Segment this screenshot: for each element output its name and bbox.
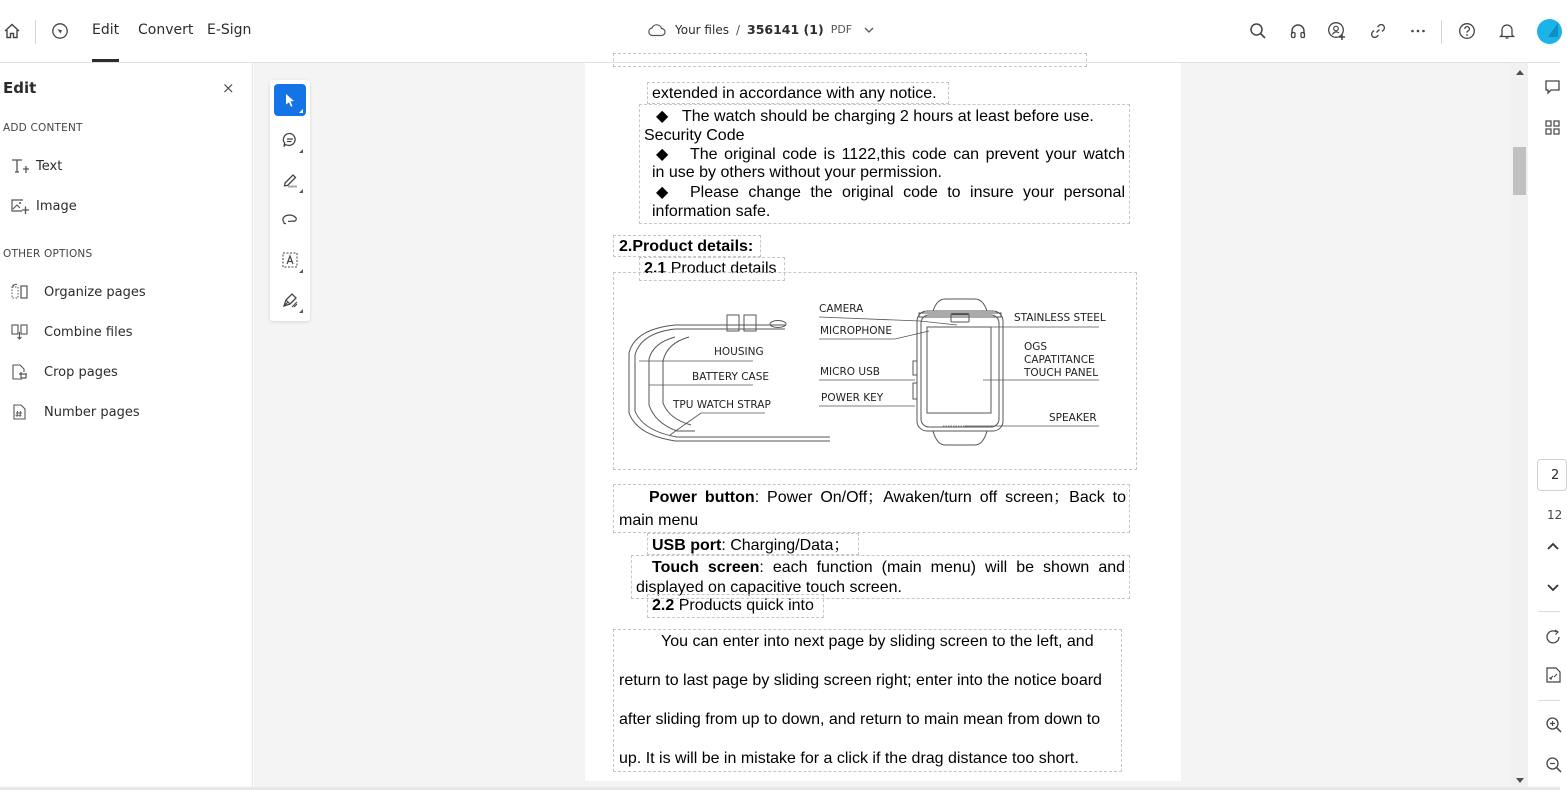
- breadcrumb-separator: /: [735, 22, 741, 37]
- tool-rail: [270, 80, 310, 321]
- combine-files-label: Combine files: [44, 324, 133, 340]
- section-heading: 2.Product details:: [619, 238, 754, 255]
- organize-pages-button[interactable]: [10, 281, 146, 303]
- add-text-label: Text: [36, 158, 63, 174]
- paragraph-line: return to last page by sliding screen right; enter into the notice board: [619, 672, 1102, 689]
- tab-edit[interactable]: Edit: [92, 22, 120, 38]
- pen-sign-icon: [281, 291, 299, 309]
- add-image-button[interactable]: [10, 195, 77, 217]
- paragraph-line: up. It is will be in mistake for a click if the drag distance too short.: [619, 750, 1079, 767]
- bullet-change-cont: information safe.: [652, 203, 771, 220]
- crop-pages-icon: [10, 362, 30, 382]
- bullet-charge: ◆ The watch should be charging 2 hours at least before use.: [656, 108, 1094, 125]
- comment-tool-button[interactable]: [274, 124, 306, 156]
- scrollbar-thumb[interactable]: [1513, 147, 1526, 195]
- headphones-icon[interactable]: [1287, 20, 1309, 42]
- label-housing: HOUSING: [714, 346, 764, 358]
- paragraph-line: You can enter into next page by sliding screen to the left, and: [661, 633, 1094, 650]
- label-stainless: STAINLESS STEEL: [1014, 312, 1106, 324]
- label-microphone: MICROPHONE: [820, 325, 893, 337]
- text-box[interactable]: [613, 53, 1087, 67]
- bullet-change: ◆ Please change the original code to insure your personal: [656, 184, 1125, 201]
- search-icon[interactable]: [1247, 20, 1269, 42]
- power-button-desc: Power button: Power On/Off；Awaken/turn off screen；Back to: [649, 489, 1126, 506]
- power-button-desc-cont: main menu: [619, 512, 699, 529]
- tab-convert[interactable]: Convert: [138, 22, 194, 38]
- combine-files-icon: [10, 322, 30, 342]
- touch-screen-desc: Touch screen: each function (main menu) will be shown and: [652, 559, 1126, 576]
- prev-page-chevron-up-icon[interactable]: [1546, 539, 1564, 557]
- divider: [1538, 700, 1560, 701]
- zoom-out-icon[interactable]: [1545, 756, 1563, 774]
- label-strap: TPU WATCH STRAP: [673, 399, 771, 411]
- product-diagram: [615, 273, 1137, 469]
- select-tool-button[interactable]: [274, 84, 306, 116]
- number-pages-icon: [10, 402, 30, 422]
- divider: [1441, 20, 1442, 44]
- crop-pages-button[interactable]: [10, 361, 118, 383]
- panel-title: Edit: [3, 79, 37, 97]
- next-page-chevron-down-icon[interactable]: [1546, 579, 1564, 597]
- label-camera: CAMERA: [819, 303, 864, 315]
- home-icon[interactable]: [1, 20, 23, 42]
- text-box-tool-button[interactable]: [274, 244, 306, 276]
- touch-screen-desc-cont: displayed on capacitive touch screen.: [636, 579, 902, 596]
- text-add-icon: [10, 156, 30, 176]
- label-ogs-1: OGS: [1024, 341, 1048, 353]
- text-box-icon: [281, 251, 299, 269]
- cursor-icon: [282, 92, 298, 108]
- share-user-icon[interactable]: [1326, 20, 1348, 42]
- sign-tool-button[interactable]: [274, 284, 306, 316]
- lasso-icon: [281, 211, 299, 229]
- highlighter-icon: [281, 171, 299, 189]
- thumbnails-icon[interactable]: [1545, 119, 1563, 137]
- vertical-scrollbar[interactable]: [1511, 63, 1528, 790]
- zoom-in-icon[interactable]: [1545, 716, 1563, 734]
- highlight-tool-button[interactable]: [274, 164, 306, 196]
- draw-tool-button[interactable]: [274, 204, 306, 236]
- number-pages-label: Number pages: [44, 404, 140, 420]
- comment-icon: [281, 131, 299, 149]
- label-ogs-2: CAPATITANCE: [1024, 354, 1095, 366]
- edit-panel: [0, 63, 253, 790]
- breadcrumb-your-files[interactable]: Your files: [675, 22, 729, 37]
- pdf-page: [585, 63, 1181, 781]
- paragraph-line: after sliding from up to down, and return to main mean from down to: [619, 711, 1101, 728]
- usb-port-desc: USB port: Charging/Data；: [652, 537, 850, 554]
- help-icon[interactable]: [1456, 20, 1478, 42]
- chevron-down-icon[interactable]: [864, 27, 874, 33]
- bullet-code: ◆ The original code is 1122,this code can prevent your watch: [656, 146, 1125, 163]
- cloud-icon: [647, 23, 666, 37]
- other-options-heading: OTHER OPTIONS: [3, 248, 93, 260]
- image-add-icon: [10, 196, 30, 216]
- crop-pages-label: Crop pages: [44, 364, 118, 380]
- file-type: PDF: [830, 23, 853, 36]
- bell-icon[interactable]: [1496, 20, 1518, 42]
- divider: [1538, 611, 1560, 612]
- number-pages-button[interactable]: [10, 401, 140, 423]
- current-page-input[interactable]: 2: [1537, 459, 1567, 491]
- label-battery-case: BATTERY CASE: [692, 371, 770, 383]
- link-icon[interactable]: [1367, 20, 1389, 42]
- close-panel-button[interactable]: ×: [222, 79, 235, 97]
- tab-esign[interactable]: E-Sign: [207, 22, 252, 38]
- text-line: extended in accordance with any notice.: [652, 85, 937, 102]
- breadcrumb: [647, 22, 874, 37]
- more-icon[interactable]: [1407, 20, 1429, 42]
- add-content-heading: ADD CONTENT: [3, 122, 83, 134]
- rotate-icon[interactable]: [1545, 628, 1563, 646]
- organize-pages-label: Organize pages: [44, 284, 146, 300]
- scroll-down-arrow-icon[interactable]: [1516, 778, 1524, 783]
- bullet-code-cont: in use by others without your permission.: [652, 164, 942, 181]
- avatar[interactable]: [1537, 19, 1562, 44]
- add-image-label: Image: [36, 198, 77, 214]
- file-name[interactable]: 356141 (1): [747, 22, 824, 37]
- scroll-up-arrow-icon[interactable]: [1516, 70, 1524, 75]
- label-power-key: POWER KEY: [821, 392, 884, 404]
- subsection-heading-22: 2.2 Products quick into: [652, 597, 814, 614]
- label-speaker: SPEAKER: [1049, 412, 1097, 424]
- combine-files-button[interactable]: [10, 321, 133, 343]
- label-ogs-3: TOUCH PANEL: [1024, 367, 1099, 379]
- add-text-button[interactable]: [10, 155, 62, 177]
- comments-icon[interactable]: [1544, 79, 1562, 97]
- label-micro-usb: MICRO USB: [820, 366, 880, 378]
- ai-assistant-icon[interactable]: [49, 20, 71, 42]
- total-pages: 12: [1547, 508, 1563, 522]
- security-code-heading: Security Code: [644, 127, 745, 144]
- divider: [35, 20, 36, 44]
- subsection-heading: 2.1 Product details: [644, 260, 777, 277]
- organize-pages-icon: [10, 282, 30, 302]
- fit-page-icon[interactable]: [1545, 666, 1563, 684]
